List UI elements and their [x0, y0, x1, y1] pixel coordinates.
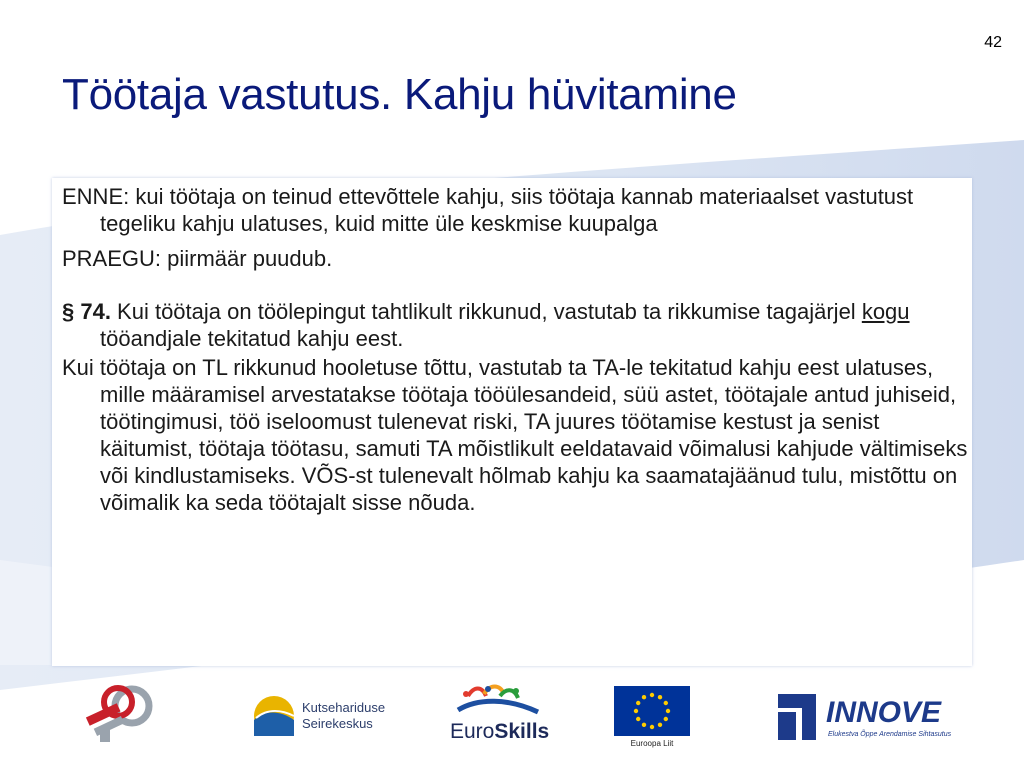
paragraph-now: PRAEGU: piirmäär puudub. [62, 246, 333, 271]
paragraph-negligence: Kui töötaja on TL rikkunud hooletuse tõttu, vastutab ta TA-le tekitatud kahju eest ulatuses, mille määramisel arvestatakse töötaja tööülesandeid, süü astet, töötajale antud juhiseid, töötingimusi, töö iseloomust tulenevat riski, TA juures töötamise kestust ja senist käitumist, töötaja töötasu, samuti TA mõistlikult eeldatavaid võimalusi kahjude vältimiseks või kindlustamiseks. VÕS-st tulenevalt hõlmab kahju ka saamatajäänud tulu, mistõttu on võimalik ka seda töötajalt sisse nõuda. [62, 355, 968, 515]
euro-suffix: Skills [494, 720, 550, 743]
kutsehariduse-seirekeskus-logo [250, 690, 410, 742]
section-number: § 74. [62, 299, 111, 324]
innove-tagline: Elukestva Õppe Arendamise Sihtasutus [828, 731, 952, 738]
page-number: 42 [984, 34, 1002, 51]
euro-prefix: Euro [450, 720, 495, 743]
eu-flag-logo [612, 684, 694, 748]
paragraph-before: ENNE: kui töötaja on teinud ettevõttele kahju, siis töötaja kannab materiaalset vastutust tegeliku kahju ulatuses, kuid mitte üle keskmise kuupalga [62, 184, 914, 236]
section-text-a: Kui töötaja on töölepingut tahtlikult rikkunud, vastutab ta rikkumise tagajärjel [110, 299, 862, 324]
innove-name: INNOVE [826, 696, 942, 729]
underlined-word: kogu [861, 299, 910, 324]
euroskills-logo [448, 682, 554, 744]
kutse-line1: Kutsehariduse [302, 700, 386, 715]
section-text-b: tööandjale tekitatud kahju eest. [100, 326, 404, 351]
svg-text:EuroSkills [450, 720, 549, 743]
slide-title: Töötaja vastutus. Kahju hüvitamine [62, 70, 737, 119]
kutse-line2: Seirekeskus [302, 716, 373, 731]
innove-logo [776, 688, 976, 744]
paragraph-section-74 [62, 298, 972, 352]
key-logo [80, 680, 160, 748]
slide-content [62, 183, 972, 516]
eu-caption: Euroopa Liit [630, 739, 674, 748]
